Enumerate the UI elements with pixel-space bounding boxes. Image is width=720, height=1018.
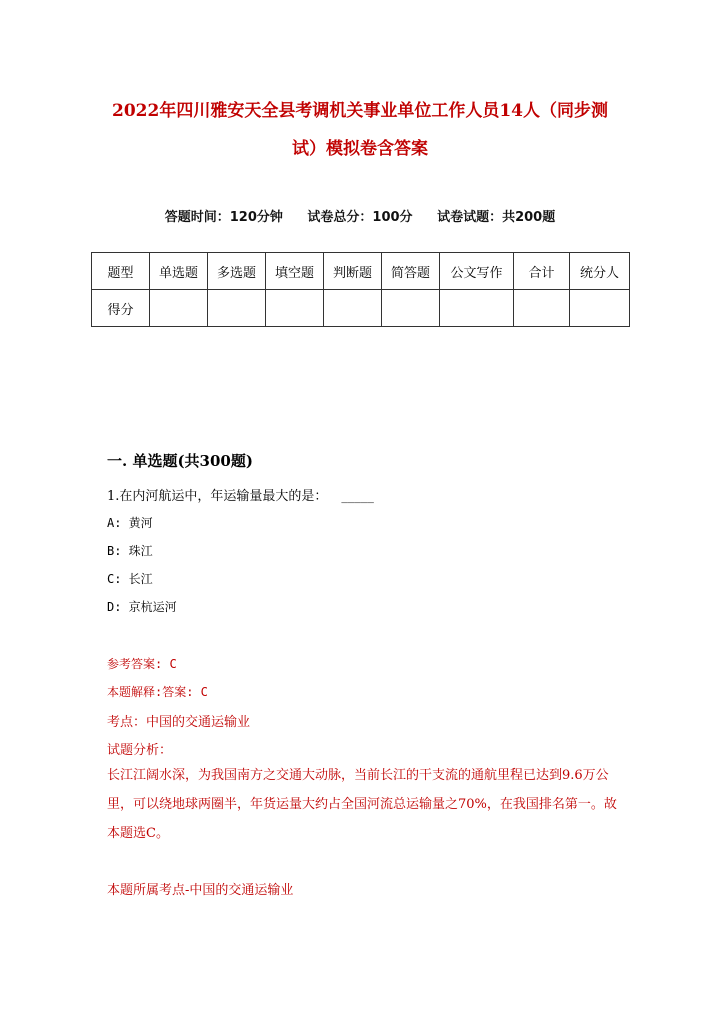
exam-question-count: 试卷试题：共200题 xyxy=(437,210,556,225)
exam-meta xyxy=(0,206,720,225)
section-heading: 一. 单选题(共300题) xyxy=(107,452,253,470)
header-cell: 题型 xyxy=(92,253,150,290)
score-cell xyxy=(208,290,266,327)
score-cell xyxy=(570,290,630,327)
option-d: D: 京杭运河 xyxy=(107,600,177,614)
analysis-text: 长江江阔水深，为我国南方之交通大动脉，当前长江的干支流的通航里程已达到9.6万公里，可以绕地球两圈半，年货运量大约占全国河流总运输量之70%，在我国排名第一。故本题选C。 xyxy=(107,768,617,841)
reference-answer: 参考答案: C xyxy=(107,657,177,671)
header-cell: 多选题 xyxy=(208,253,266,290)
title-line-2: 试）模拟卷含答案 xyxy=(292,139,428,159)
score-cell xyxy=(324,290,382,327)
score-cell xyxy=(150,290,208,327)
header-cell: 合计 xyxy=(514,253,570,290)
score-cell xyxy=(266,290,324,327)
score-table-header-row xyxy=(92,253,630,290)
question-stem xyxy=(107,485,374,504)
exam-time: 答题时间：120分钟 xyxy=(164,210,283,225)
score-table-score-row xyxy=(92,290,630,327)
title-line-1: 2022年四川雅安天全县考调机关事业单位工作人员14人（同步测 xyxy=(112,101,608,121)
score-table xyxy=(91,252,630,327)
option-a: A: 黄河 xyxy=(107,516,153,530)
answer-explanation: 本题解释:答案: C xyxy=(107,685,208,699)
header-cell: 统分人 xyxy=(570,253,630,290)
option-b: B: 珠江 xyxy=(107,544,153,558)
header-cell: 单选题 xyxy=(150,253,208,290)
topic-line: 本题所属考点-中国的交通运输业 xyxy=(107,883,294,898)
option-c: C: 长江 xyxy=(107,572,153,586)
question-text: 1.在内河航运中，年运输量最大的是： xyxy=(107,489,328,504)
score-cell xyxy=(440,290,514,327)
answer-blank: _____ xyxy=(341,489,374,504)
header-cell: 判断题 xyxy=(324,253,382,290)
header-cell: 公文写作 xyxy=(440,253,514,290)
analysis-label: 试题分析： xyxy=(107,743,173,758)
header-cell: 简答题 xyxy=(382,253,440,290)
document-title xyxy=(90,92,630,168)
knowledge-point: 考点：中国的交通运输业 xyxy=(107,715,251,730)
score-cell xyxy=(382,290,440,327)
exam-total-score: 试卷总分：100分 xyxy=(307,210,413,225)
row-label-cell: 得分 xyxy=(92,290,150,327)
header-cell: 填空题 xyxy=(266,253,324,290)
score-cell xyxy=(514,290,570,327)
